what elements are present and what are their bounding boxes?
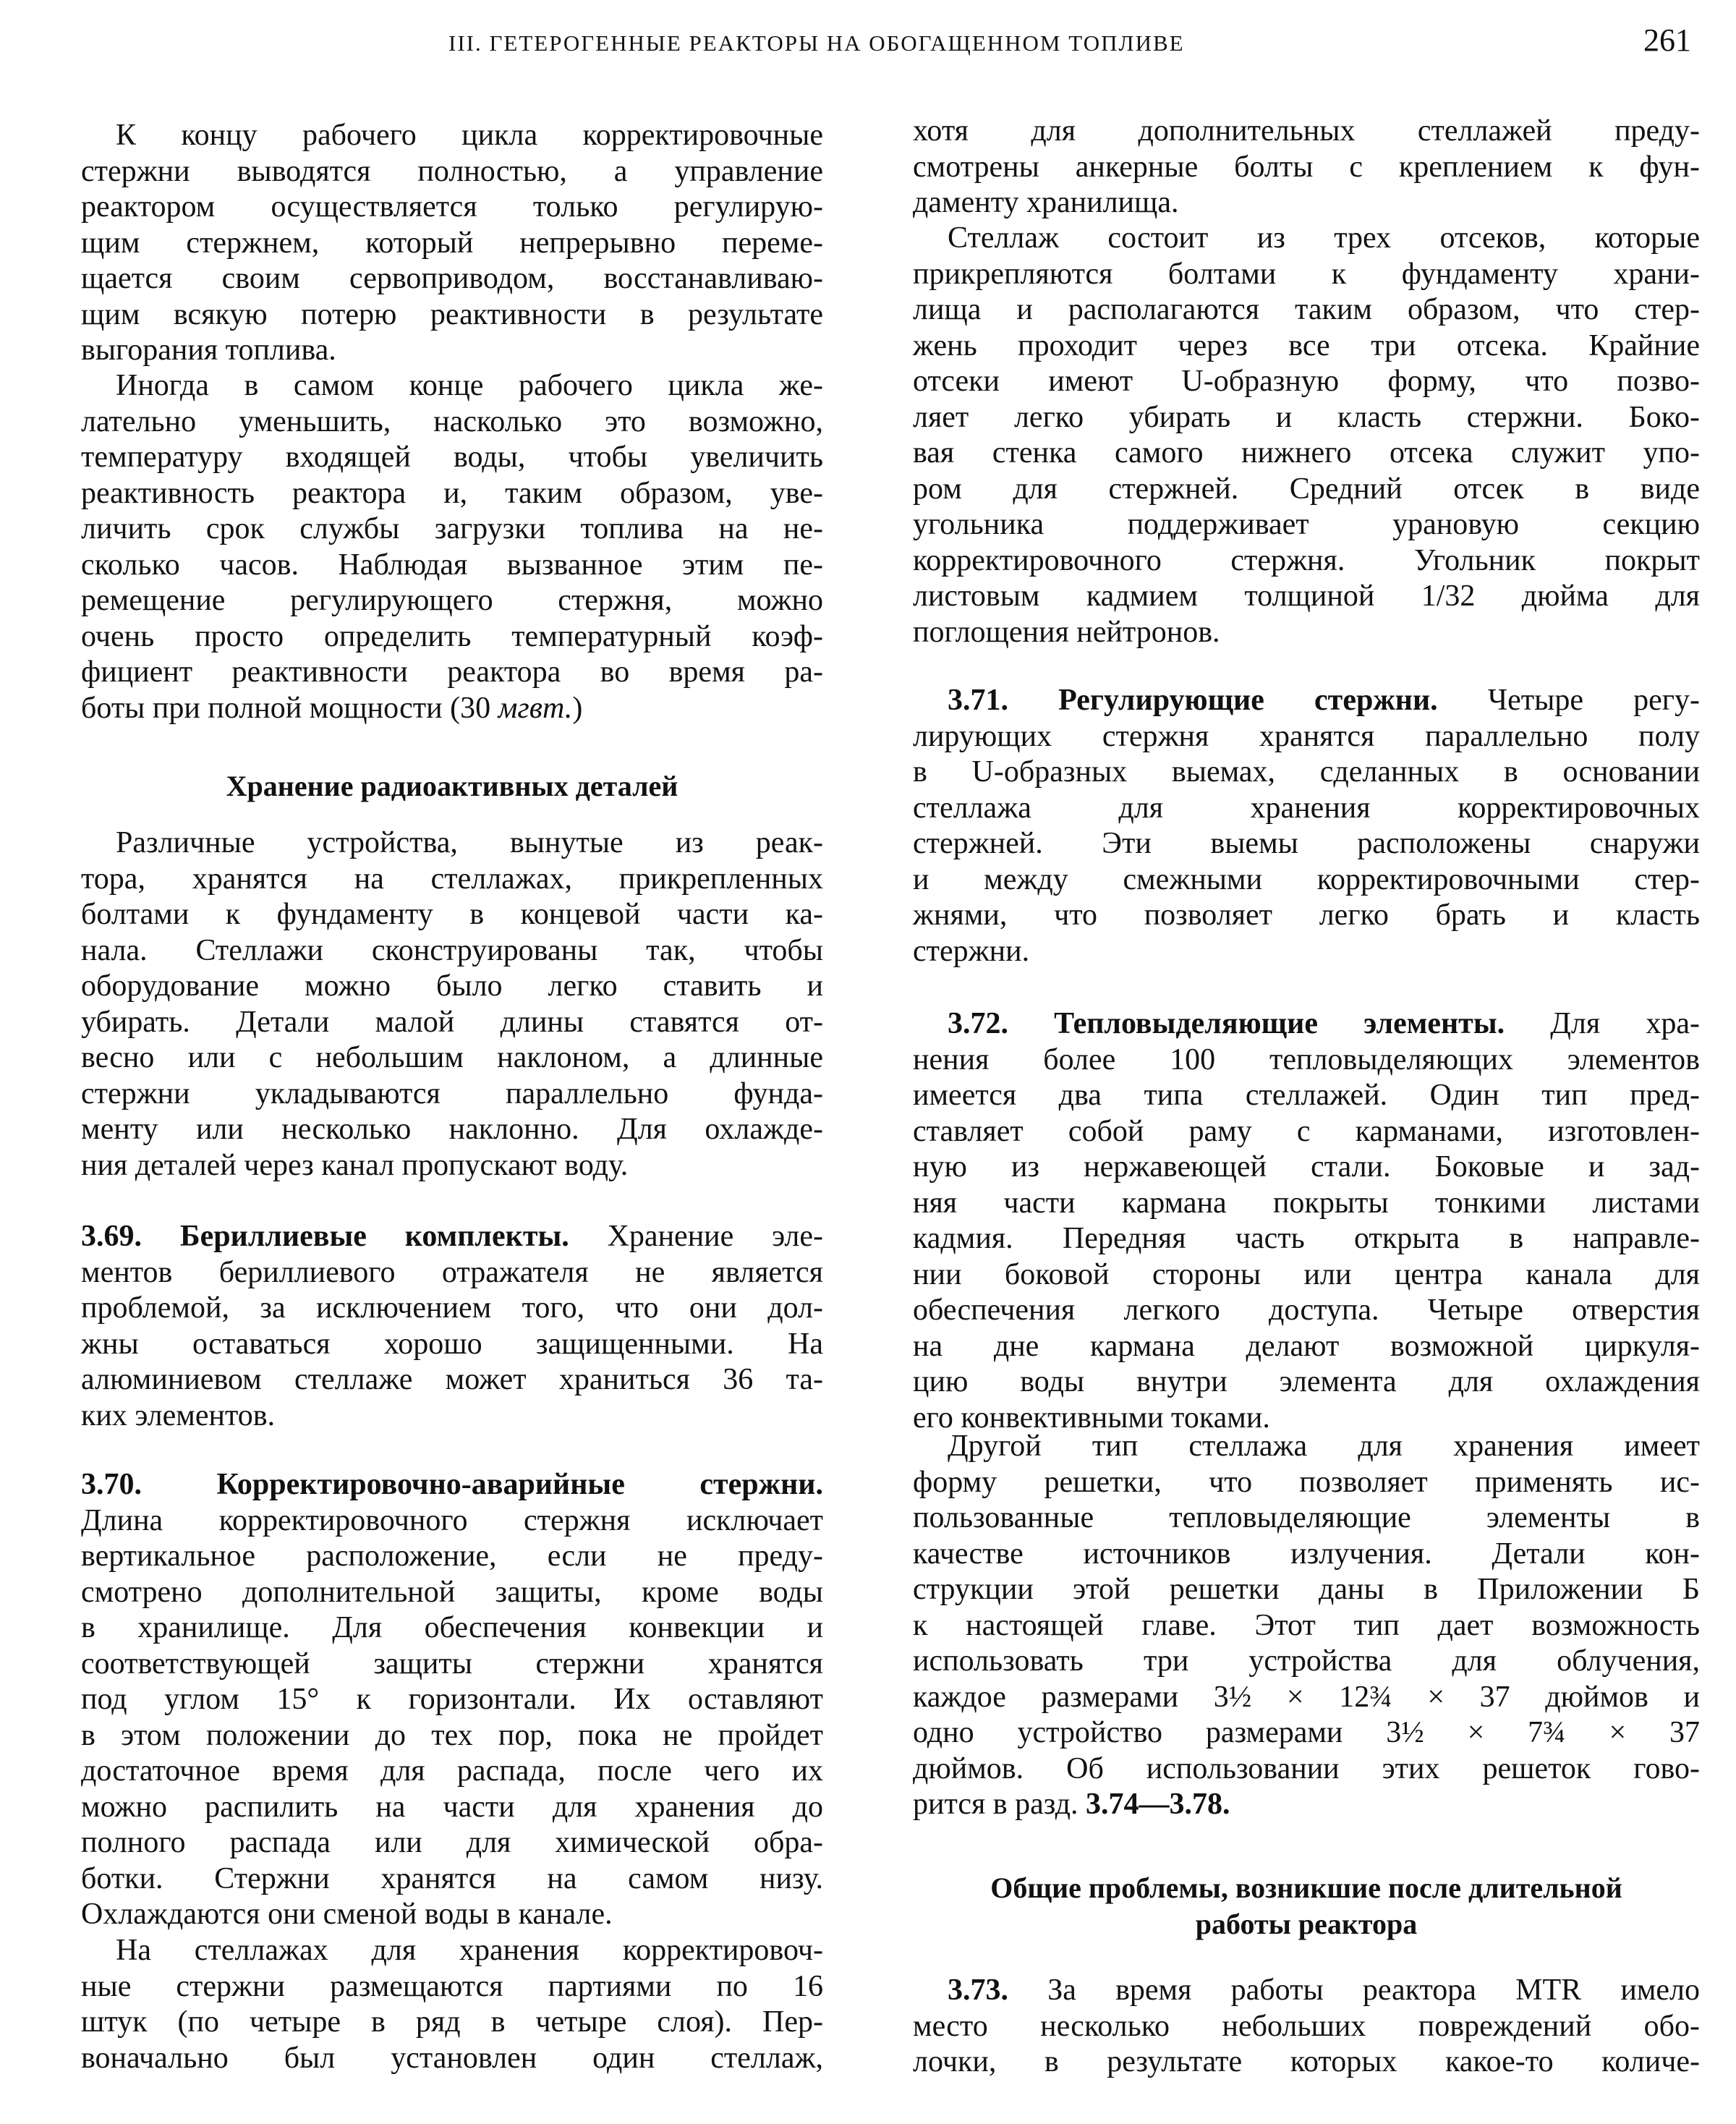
text-line: К концу рабочего цикла корректировочные: [116, 119, 823, 152]
paragraph: [913, 1973, 1700, 2081]
paragraph: [913, 683, 1700, 969]
text-line: корректировочного стержня. Угольник покрыт: [913, 543, 1700, 577]
text-line: стеллажа для хранения корректировочных: [913, 791, 1700, 825]
text-line: ром для стержней. Средний отсек в виде: [913, 472, 1700, 506]
text-line: нала. Стеллажи сконструированы так, чтобы: [81, 933, 823, 967]
text-line: цию воды внутри элемента для охлаждения: [913, 1365, 1700, 1398]
text-line: весно или с небольшим наклоном, а длинные: [81, 1041, 823, 1074]
bold-run: 3.74—3.78.: [1085, 1788, 1230, 1821]
text-line: вая стенка самого нижнего отсека служит упо-: [913, 436, 1700, 470]
text-line: убирать. Детали малой длины ставятся от-: [81, 1005, 823, 1039]
text-line: использовать три устройства для облучения,: [913, 1644, 1700, 1678]
text-line: Различные устройства, вынутые из реак-: [116, 826, 823, 859]
text-line: форму решетки, что позволяет применять ис-: [913, 1465, 1700, 1499]
text-line: работы реактора: [1195, 1907, 1418, 1940]
text-line: реактивность реактора и, таким образом, уве-: [81, 476, 823, 510]
section-heading: [913, 1870, 1700, 1942]
text-line: Хранение радиоактивных деталей: [226, 770, 678, 802]
text-line: вертикальное расположение, если не преду-: [81, 1539, 823, 1573]
paragraph: [913, 1006, 1700, 1436]
text-line: кадмия. Передняя часть открыта в направле-: [913, 1222, 1700, 1255]
text-line: сколько часов. Наблюдая вызванное этим пе-: [81, 548, 823, 582]
paragraph: [81, 1467, 823, 1933]
page-number: 261: [1643, 22, 1691, 58]
text-run: Для хра-: [1505, 1007, 1700, 1040]
text-line: Другой тип стеллажа для хранения имеет: [948, 1430, 1700, 1463]
text-line: хотя для дополнительных стеллажей преду-: [913, 114, 1700, 148]
text-line: в этом положении до тех пор, пока не пройдет: [81, 1718, 823, 1752]
paragraph: [81, 1219, 823, 1434]
text-line: листовым кадмием толщиной 1/32 дюйма для: [913, 579, 1700, 613]
text-line: алюминиевом стеллаже может храниться 36 та-: [81, 1363, 823, 1396]
text-line: лательно уменьшить, насколько это возможно,: [81, 404, 823, 438]
text-line: Общие проблемы, возникшие после длительной: [990, 1872, 1622, 1904]
paragraph: [913, 221, 1700, 650]
text-line: няя части кармана покрыты тонкими листами: [913, 1186, 1700, 1220]
text-line: можно распилить на части для хранения до: [81, 1790, 823, 1824]
text-line: ния деталей через канал пропускают воду.: [81, 1148, 629, 1182]
section-heading: [81, 768, 823, 804]
text-line: достаточное время для распада, после чего их: [81, 1754, 823, 1788]
text-line: реактором осуществляется только регулирую-: [81, 190, 823, 224]
text-line: [81, 691, 823, 727]
text-line: в U-образных выемах, сделанных в основании: [913, 755, 1700, 789]
text-line: в хранилище. Для обеспечения конвекции и: [81, 1611, 823, 1644]
running-title: III. ГЕТЕРОГЕННЫЕ РЕАКТОРЫ НА ОБОГАЩЕННОМ ТОПЛИВЕ: [448, 30, 1185, 56]
text-line: жнями, что позволяет легко брать и класть: [913, 899, 1700, 932]
text-line: лирующих стержня хранятся параллельно полу: [913, 719, 1700, 753]
text-line: отсеки имеют U-образную форму, что позво-: [913, 365, 1700, 398]
paragraph: [81, 1933, 823, 2076]
text-line: место несколько небольших повреждений обо-: [913, 2009, 1700, 2043]
text-line: ремещение регулирующего стержня, можно: [81, 584, 823, 617]
text-line: болтами к фундаменту в концевой части ка-: [81, 898, 823, 931]
bold-run: 3.73.: [948, 1974, 1008, 2007]
text-line: ляет легко убирать и класть стержни. Боко-: [913, 400, 1700, 434]
text-line: [913, 1006, 1700, 1042]
text-line: каждое размерами 3½ × 12¾ × 37 дюймов и: [913, 1680, 1700, 1714]
text-line: жень проходит через все три отсека. Крайние: [913, 328, 1700, 362]
text-line: [81, 1219, 823, 1255]
text-line: под углом 15° к горизонтали. Их оставляют: [81, 1683, 823, 1716]
text-line: На стеллажах для хранения корректировоч-: [116, 1934, 823, 1967]
text-line: температуру входящей воды, чтобы увеличить: [81, 441, 823, 474]
bold-run: 3.69. Бериллиевые комплекты.: [81, 1220, 569, 1253]
text-line: его конвективными токами.: [913, 1401, 1270, 1435]
text-line: имеется два типа стеллажей. Один тип пред-: [913, 1079, 1700, 1112]
text-line: [913, 1787, 1700, 1823]
paragraph: [81, 368, 823, 726]
paragraph: [81, 118, 823, 369]
text-line: струкции этой решетки даны в Приложении Б: [913, 1573, 1700, 1606]
text-line: смотрены анкерные болты с креплением к фун-: [913, 150, 1700, 184]
text-line: Иногда в самом конце рабочего цикла же-: [116, 369, 823, 402]
text-line: ботки. Стержни хранятся на самом низу.: [81, 1861, 823, 1895]
text-line: штук (по четыре в ряд в четыре слоя). Пер-: [81, 2005, 823, 2039]
text-line: щим стержнем, который непрерывно переме-: [81, 226, 823, 260]
text-line: полного распада или для химической обра-: [81, 1826, 823, 1859]
text-line: Стеллаж состоит из трех отсеков, которые: [948, 221, 1700, 255]
text-run: ): [572, 691, 583, 725]
text-line: качестве источников излучения. Детали кон-: [913, 1537, 1700, 1571]
text-line: нии боковой стороны или центра канала для: [913, 1257, 1700, 1291]
text-line: выгорания топлива.: [81, 334, 336, 367]
text-line: ких элементов.: [81, 1398, 276, 1432]
text-line: воначально был установлен один стеллаж,: [81, 2041, 823, 2075]
text-line: Охлаждаются они сменой воды в канале.: [81, 1898, 613, 1931]
text-line: прикрепляются болтами к фундаменту храни-: [913, 257, 1700, 291]
text-line: тора, хранятся на стеллажах, прикрепленных: [81, 862, 823, 896]
text-line: стержней. Эти выемы расположены снаружи: [913, 827, 1700, 860]
text-line: [913, 683, 1700, 719]
text-line: стержни укладываются параллельно фунда-: [81, 1076, 823, 1110]
text-line: угольника поддерживает урановую секцию: [913, 508, 1700, 541]
text-line: дюймов. Об использовании этих решеток гово-: [913, 1751, 1700, 1785]
paragraph: [81, 825, 823, 1184]
text-line: лища и располагаются таким образом, что стер-: [913, 293, 1700, 326]
text-line: и между смежными корректировочными стер-: [913, 862, 1700, 896]
text-line: ную из нержавеющей стали. Боковые и зад-: [913, 1150, 1700, 1184]
text-line: стержни выводятся полностью, а управление: [81, 154, 823, 188]
text-line: на дне кармана делают возможной циркуля-: [913, 1329, 1700, 1363]
text-line: щим всякую потерю реактивности в результате: [81, 297, 823, 331]
bold-run: 3.72. Тепловыделяющие элементы.: [948, 1007, 1505, 1040]
text-line: к настоящей главе. Этот тип дает возможность: [913, 1608, 1700, 1642]
text-run: рится в разд.: [913, 1788, 1086, 1821]
text-line: фициент реактивности реактора во время ра-: [81, 655, 823, 689]
text-line: менту или несколько наклонно. Для охлажде-: [81, 1113, 823, 1146]
paragraph: [913, 114, 1700, 221]
text-line: ментов бериллиевого отражателя не является: [81, 1255, 823, 1289]
text-line: даменту хранилища.: [913, 186, 1179, 219]
text-line: лочки, в результате которых какое-то количе-: [913, 2045, 1700, 2078]
text-line: [81, 1467, 823, 1503]
text-run: Четыре регу-: [1437, 684, 1700, 717]
text-line: ные стержни размещаются партиями по 16: [81, 1969, 823, 2003]
text-run: боты при полной мощности (30: [81, 691, 498, 725]
text-line: обеспечения легкого доступа. Четыре отверстия: [913, 1293, 1700, 1327]
paragraph: [913, 1429, 1700, 1823]
bold-run: 3.71. Регулирующие стержни.: [948, 684, 1438, 717]
text-line: нения более 100 тепловыделяющих элементов: [913, 1042, 1700, 1076]
italic-run: мгвт.: [498, 691, 573, 725]
text-line: очень просто определить температурный коэф-: [81, 619, 823, 653]
text-line: [913, 1973, 1700, 2009]
text-run: За время работы реактора MTR имело: [1008, 1974, 1700, 2007]
text-line: жны оставаться хорошо защищенными. На: [81, 1327, 823, 1361]
text-line: проблемой, за исключением того, что они дол-: [81, 1291, 823, 1325]
bold-run: 3.70. Корректировочно-аварийные стержни.: [81, 1468, 823, 1501]
text-line: ставляет собой раму с карманами, изготовлен-: [913, 1114, 1700, 1148]
text-line: соответствующей защиты стержни хранятся: [81, 1647, 823, 1681]
text-line: пользованные тепловыделяющие элементы в: [913, 1501, 1700, 1534]
text-line: щается своим сервоприводом, восстанавливаю-: [81, 262, 823, 295]
text-line: поглощения нейтронов.: [913, 615, 1220, 649]
text-line: одно устройство размерами 3½ × 7¾ × 37: [913, 1716, 1700, 1749]
text-line: Длина корректировочного стержня исключает: [81, 1503, 823, 1537]
text-line: оборудование можно было легко ставить и: [81, 969, 823, 1003]
text-line: стержни.: [913, 934, 1030, 968]
text-run: Хранение эле-: [569, 1220, 824, 1253]
text-line: личить срок службы загрузки топлива на не-: [81, 512, 823, 545]
text-line: смотрено дополнительной защиты, кроме воды: [81, 1575, 823, 1609]
